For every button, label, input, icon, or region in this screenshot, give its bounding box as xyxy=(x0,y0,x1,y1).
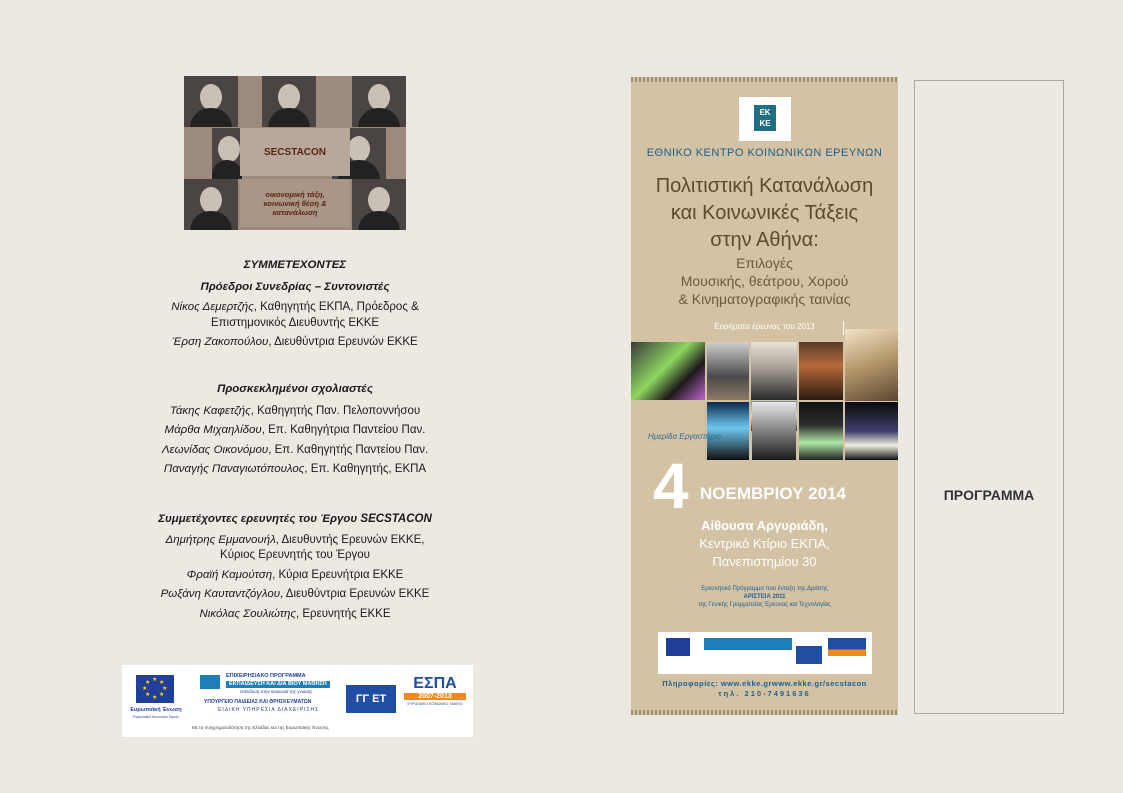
poster-title-line: στην Αθήνα: xyxy=(710,229,819,251)
funding-line: ΑΡΙΣΤΕΙΑ 2011 xyxy=(743,594,786,601)
event-photo xyxy=(752,402,796,460)
findings-label: Ευρήματα έρευνας του 2013 xyxy=(714,322,815,331)
cofinancing-note: Με τη συγχρηματοδότηση της Ελλάδας και της Ευρωπαϊκής Ένωσης xyxy=(192,725,329,730)
poster-subtitle-line: & Κινηματογραφικής ταινίας xyxy=(678,291,851,307)
op-title: ΕΠΙΧΕΙΡΗΣΙΑΚΟ ΠΡΟΓΡΑΜΜΑ xyxy=(226,673,306,679)
participant-line: Λεωνίδας Οικονόμου, Επ. Καθηγητής Παντείου Παν. xyxy=(161,443,429,456)
gget-logo: ΓΓ ΕΤ xyxy=(346,685,396,713)
poster-title-line: Πολιτιστική Κατανάλωση xyxy=(655,175,874,197)
secstacon-collage-image xyxy=(184,76,406,230)
poster-title-line: και Κοινωνικές Τάξεις xyxy=(670,202,859,224)
collage-title: SECSTACON xyxy=(240,128,350,176)
ekke-logo-icon: ΕΚ ΚΕ xyxy=(754,105,776,131)
portrait-photo xyxy=(212,128,242,179)
participant-line: Επιστημονικός Διευθυντής ΕΚΚΕ xyxy=(210,316,380,329)
divider xyxy=(843,321,844,335)
portrait-photo xyxy=(184,76,238,127)
event-photo xyxy=(799,342,843,400)
eu-flag-icon xyxy=(666,638,690,656)
espa-logo-icon xyxy=(828,638,866,664)
program-label: ΠΡΟΓΡΑΜΜΑ xyxy=(943,487,1035,503)
portrait-photo xyxy=(352,76,406,127)
op-name: ΕΚΠΑΙΔΕΥΣΗ ΚΑΙ ΔΙΑ ΒΙΟΥ ΜΑΘΗΣΗ xyxy=(226,681,330,688)
espa-years: 2007-2013 xyxy=(404,693,466,700)
event-month-year: ΝΟΕΜΒΡΙΟΥ 2014 xyxy=(700,484,846,503)
venue-line: Κεντρικό Κτίριο ΕΚΠΑ, xyxy=(699,536,830,551)
op-logo-icon xyxy=(704,638,792,650)
participant-line: Κύριος Ερευνητής του Έργου xyxy=(220,549,370,562)
participant-line: Τάκης Καφετζής, Καθηγητής Παν. Πελοποννήσου xyxy=(169,404,421,417)
event-photo xyxy=(845,329,898,401)
poster-subtitle-line: Επιλογές xyxy=(736,255,793,271)
espa-logo xyxy=(404,675,466,706)
researchers-heading: Συμμετέχοντες ερευνητές του Έργου SECSTACON xyxy=(158,513,432,525)
divider xyxy=(705,402,706,460)
event-photo xyxy=(845,402,898,460)
event-photo xyxy=(707,402,749,460)
contact-phone: τηλ. 210-7491636 xyxy=(718,689,811,698)
program-cover-panel xyxy=(914,80,1064,714)
participant-line: Ρωξάνη Καυταντζόγλου, Διευθύντρια Ερευνών ΕΚΚΕ xyxy=(160,588,430,601)
event-photo xyxy=(751,342,797,400)
poster-top-border xyxy=(631,77,898,82)
portrait-photo xyxy=(262,76,316,127)
espa-sublabel: ΕΥΡΩΠΑΪΚΟ ΚΟΙΝΩΝΙΚΟ ΤΑΜΕΙΟ xyxy=(407,702,463,706)
participant-line: Μάρθα Μιχαηλίδου, Επ. Καθηγήτρια Παντείου Παν. xyxy=(164,424,426,437)
participant-line: Νικόλας Σουλιώτης, Ερευνητής ΕΚΚΕ xyxy=(199,607,391,620)
event-photo xyxy=(631,342,705,400)
event-poster xyxy=(631,77,898,715)
poster-organization: ΕΘΝΙΚΟ ΚΕΝΤΡΟ ΚΟΙΝΩΝΙΚΩΝ ΕΡΕΥΝΩΝ xyxy=(646,147,883,159)
funding-line: της Γενικής Γραμματείας Έρευνας και Τεχνολογίας xyxy=(698,602,831,609)
discussants-section xyxy=(120,382,470,478)
espa-label: ΕΣΠΑ xyxy=(413,675,457,692)
portrait-photo xyxy=(184,179,238,230)
event-photo xyxy=(799,402,843,460)
event-day: 4 xyxy=(653,450,689,522)
ekke-logo-box xyxy=(739,97,791,141)
gget-logo-icon xyxy=(796,646,822,664)
researchers-section xyxy=(120,512,470,622)
participant-line: Δημήτρης Εμμανουήλ, Διευθυντής Ερευνών ΕΚΚΕ, xyxy=(165,533,425,546)
op-logo-icon xyxy=(200,675,220,689)
funding-logos-banner xyxy=(122,665,473,737)
venue-line: Αίθουσα Αργυριάδη, xyxy=(701,518,828,533)
eu-sublabel: Ευρωπαϊκό Κοινωνικό Ταμείο xyxy=(133,715,179,719)
poster-funding-logos xyxy=(658,632,872,674)
eu-label: Ευρωπαϊκή Ένωση xyxy=(130,707,182,713)
poster-bottom-border xyxy=(631,710,898,715)
participant-line: Έρση Ζακοπούλου, Διευθύντρια Ερευνών ΕΚΚΕ xyxy=(172,336,418,349)
funding-note xyxy=(631,585,898,609)
eu-flag-icon: ★ ★ ★ ★ ★ ★ ★ ★ xyxy=(136,675,174,703)
authority-label: ΕΙΔΙΚΗ ΥΠΗΡΕΣΙΑ ΔΙΑΧΕΙΡΙΣΗΣ xyxy=(218,707,320,713)
funding-line: Ερευνητικό Πρόγραμμα που ένταξη της Δράσης xyxy=(701,586,828,592)
portrait-photo xyxy=(352,179,406,230)
workshop-label: Ημερίδα Εργαστήριο xyxy=(648,432,721,441)
poster-subtitle-line: Μουσικής, θεάτρου, Χορού xyxy=(680,273,849,289)
event-photo xyxy=(707,342,749,400)
participant-line: Νίκος Δεμερτζής, Καθηγητής ΕΚΠΑ, Πρόεδρος & xyxy=(171,301,419,314)
participant-line: Φραϊή Καμούτση, Κύρια Ερευνήτρια ΕΚΚΕ xyxy=(186,568,404,581)
participants-section xyxy=(120,258,470,351)
venue-line: Πανεπιστημίου 30 xyxy=(712,554,817,569)
discussants-heading: Προσκεκλημένοι σχολιαστές xyxy=(217,383,373,395)
op-slogan: επένδυση στην κοινωνία της γνώσης xyxy=(240,689,313,694)
ministry-label: ΥΠΟΥΡΓΕΙΟ ΠΑΙΔΕΙΑΣ ΚΑΙ ΘΡΗΣΚΕΥΜΑΤΩΝ xyxy=(204,699,312,705)
chairs-heading: Πρόεδροι Συνεδρίας – Συντονιστές xyxy=(200,280,390,293)
participant-line: Παναγής Παναγιωτόπουλος, Επ. Καθηγητής, ΕΚΠΑ xyxy=(163,463,427,476)
collage-caption: οικονομική τάξη, κοινωνική θέση & κατανάλωση xyxy=(240,179,350,227)
participants-heading: ΣΥΜΜΕΤΕΧΟΝΤΕΣ xyxy=(243,259,347,271)
contact-info: Πληροφορίες: www.ekke.grwww.ekke.gr/secstacon xyxy=(662,679,867,688)
